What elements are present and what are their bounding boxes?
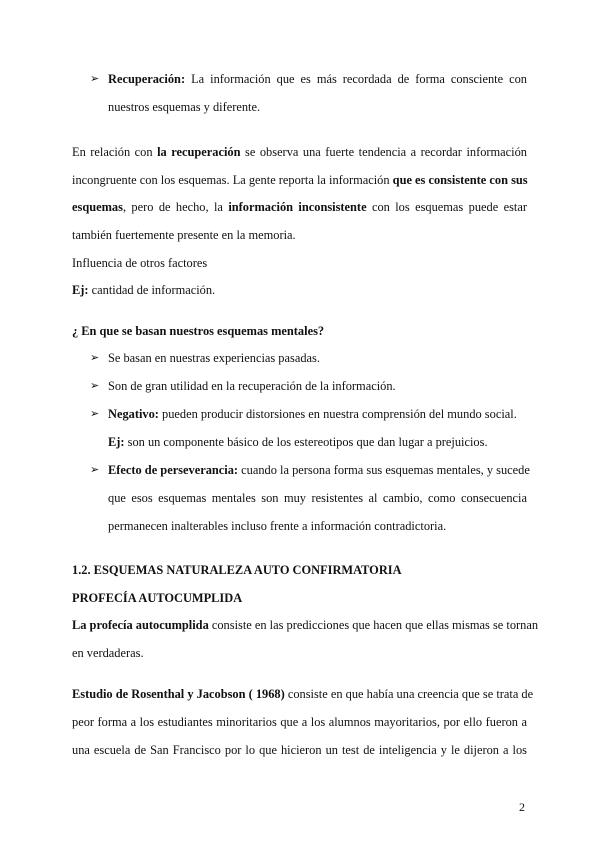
bullet-perseverancia-line1: Efecto de perseverancia: cuando la persona forma sus esquemas mentales, y sucede: [108, 463, 530, 477]
ej-cantidad: Ej: cantidad de información.: [72, 283, 216, 297]
profecia-line2: en verdaderas.: [72, 646, 144, 660]
recuperacion-line2: nuestros esquemas y diferente.: [108, 100, 261, 114]
bullet-arrow-icon: ➢: [90, 463, 100, 476]
recuperacion-line1: Recuperación: La información que es más recordada de forma consciente con: [108, 72, 527, 86]
estudio-line2: peor forma a los estudiantes minoritarios que a los alumnos mayoritarios, por ello fueron a: [72, 715, 527, 729]
para1-line1: En relación con la recuperación se observa una fuerte tendencia a recordar información: [72, 145, 527, 159]
bullet-perseverancia-line2: que esos esquemas mentales son muy resistentes al cambio, como consecuencia: [108, 491, 527, 505]
bullet-arrow-icon: ➢: [90, 72, 100, 85]
bullet-perseverancia-line3: permanecen inalterables incluso frente a información contradictoria.: [108, 519, 447, 533]
para1-line4: también fuertemente presente en la memoria.: [72, 228, 296, 242]
estudio-line1: Estudio de Rosenthal y Jacobson ( 1968) consiste en que había una creencia que se trata de: [72, 687, 534, 701]
section-heading: 1.2. ESQUEMAS NATURALEZA AUTO CONFIRMATORIA: [72, 563, 402, 577]
question-heading: ¿ En que se basan nuestros esquemas mentales?: [72, 324, 325, 338]
estudio-line3: una escuela de San Francisco por lo que hicieron un test de inteligencia y le dijeron a los: [72, 743, 527, 757]
para1-line2: incongruente con los esquemas. La gente reporta la información que es consistente con sus: [72, 173, 528, 187]
bullet-arrow-icon: ➢: [90, 379, 100, 392]
subheading: PROFECÍA AUTOCUMPLIDA: [72, 591, 243, 605]
bullet-negativo: Negativo: pueden producir distorsiones en nuestra comprensión del mundo social.: [108, 407, 517, 421]
profecia-line1: La profecía autocumplida consiste en las predicciones que hacen que ellas mismas se tornan: [72, 618, 539, 632]
recuperacion-label: Recuperación:: [108, 72, 186, 86]
influencia-text: Influencia de otros factores: [72, 256, 208, 270]
page-number: 2: [519, 800, 525, 814]
bullet-arrow-icon: ➢: [90, 351, 100, 364]
bullet-experiencias: Se basan en nuestras experiencias pasadas.: [108, 351, 320, 365]
bullet-arrow-icon: ➢: [90, 407, 100, 420]
bullet-utilidad: Son de gran utilidad en la recuperación de la información.: [108, 379, 396, 393]
bullet-negativo-ej: Ej: son un componente básico de los estereotipos que dan lugar a prejuicios.: [108, 435, 488, 449]
para1-line3: esquemas, pero de hecho, la información inconsistente con los esquemas puede estar: [72, 200, 528, 214]
